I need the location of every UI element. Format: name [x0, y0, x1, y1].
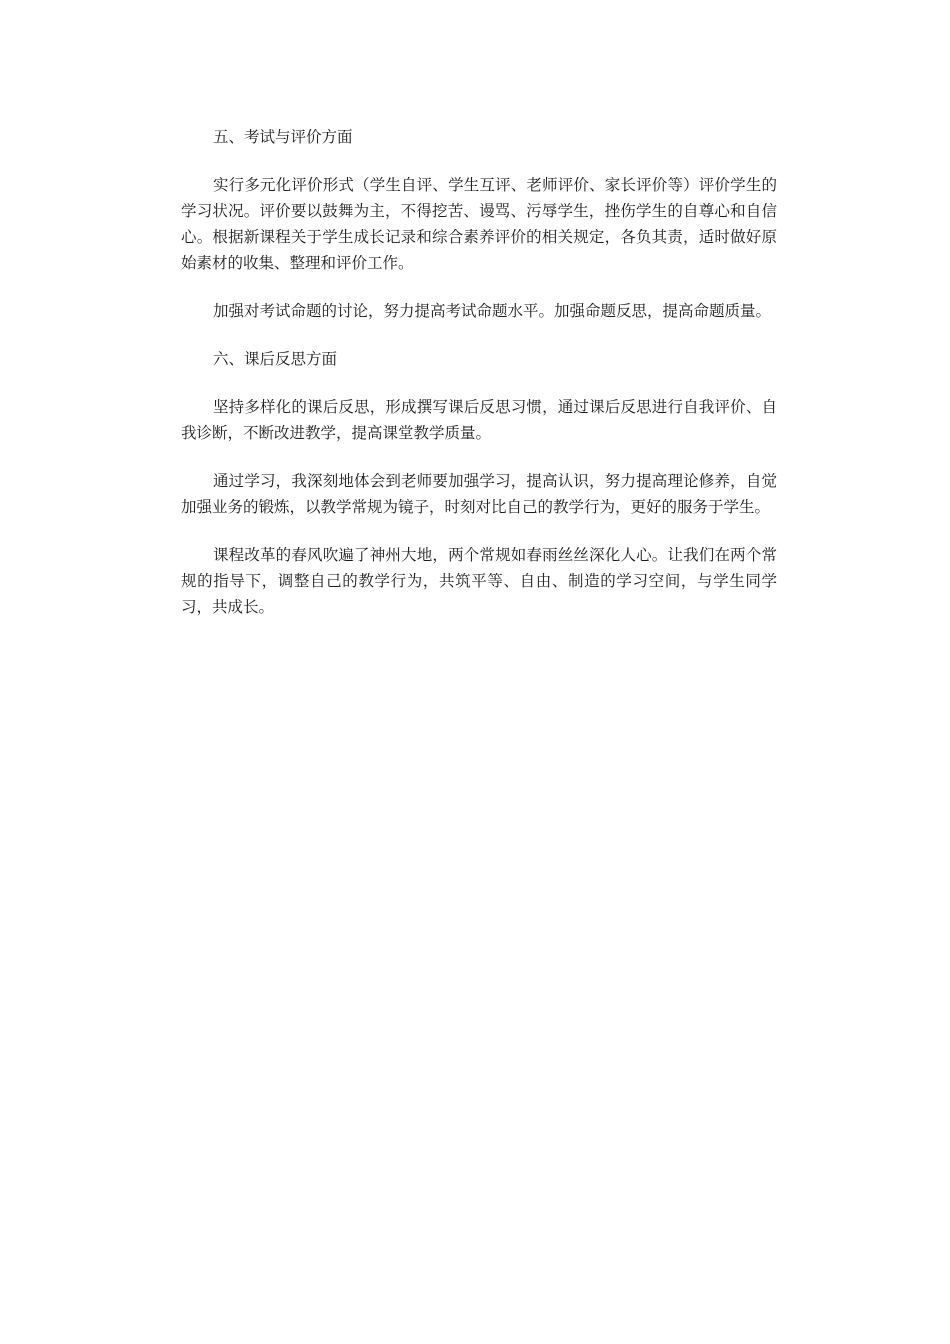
- paragraph-reflection-habits: 坚持多样化的课后反思，形成撰写课后反思习惯，通过课后反思进行自我评价、自我诊断，不断改进教学，提高课堂教学质量。: [181, 398, 777, 442]
- paragraph-exam-questions: 加强对考试命题的讨论，努力提高考试命题水平。加强命题反思，提高命题质量。: [213, 302, 772, 320]
- section-heading-exam: 五、考试与评价方面: [213, 128, 353, 146]
- document-body: [181, 124, 777, 642]
- section-heading-reflection: 六、课后反思方面: [213, 350, 338, 368]
- paragraph-learning-summary: 通过学习，我深刻地体会到老师要加强学习，提高认识，努力提高理论修养，自觉加强业务的锻炼，以教学常规为镜子，时刻对比自己的教学行为，更好的服务于学生。: [181, 472, 777, 516]
- paragraph-evaluation-forms: 实行多元化评价形式（学生自评、学生互评、老师评价、家长评价等）评价学生的学习状况。评价要以鼓舞为主，不得挖苦、谩骂、污辱学生，挫伤学生的自尊心和自信心。根据新课程关于学生成长记录和综合素养评价的相关规定，各负其责，适时做好原始素材的收集、整理和评价工作。: [181, 176, 777, 272]
- paragraph-closing: 课程改革的春风吹遍了神州大地，两个常规如春雨丝丝深化人心。让我们在两个常规的指导下，调整自己的教学行为，共筑平等、自由、制造的学习空间，与学生同学习，共成长。: [181, 546, 777, 616]
